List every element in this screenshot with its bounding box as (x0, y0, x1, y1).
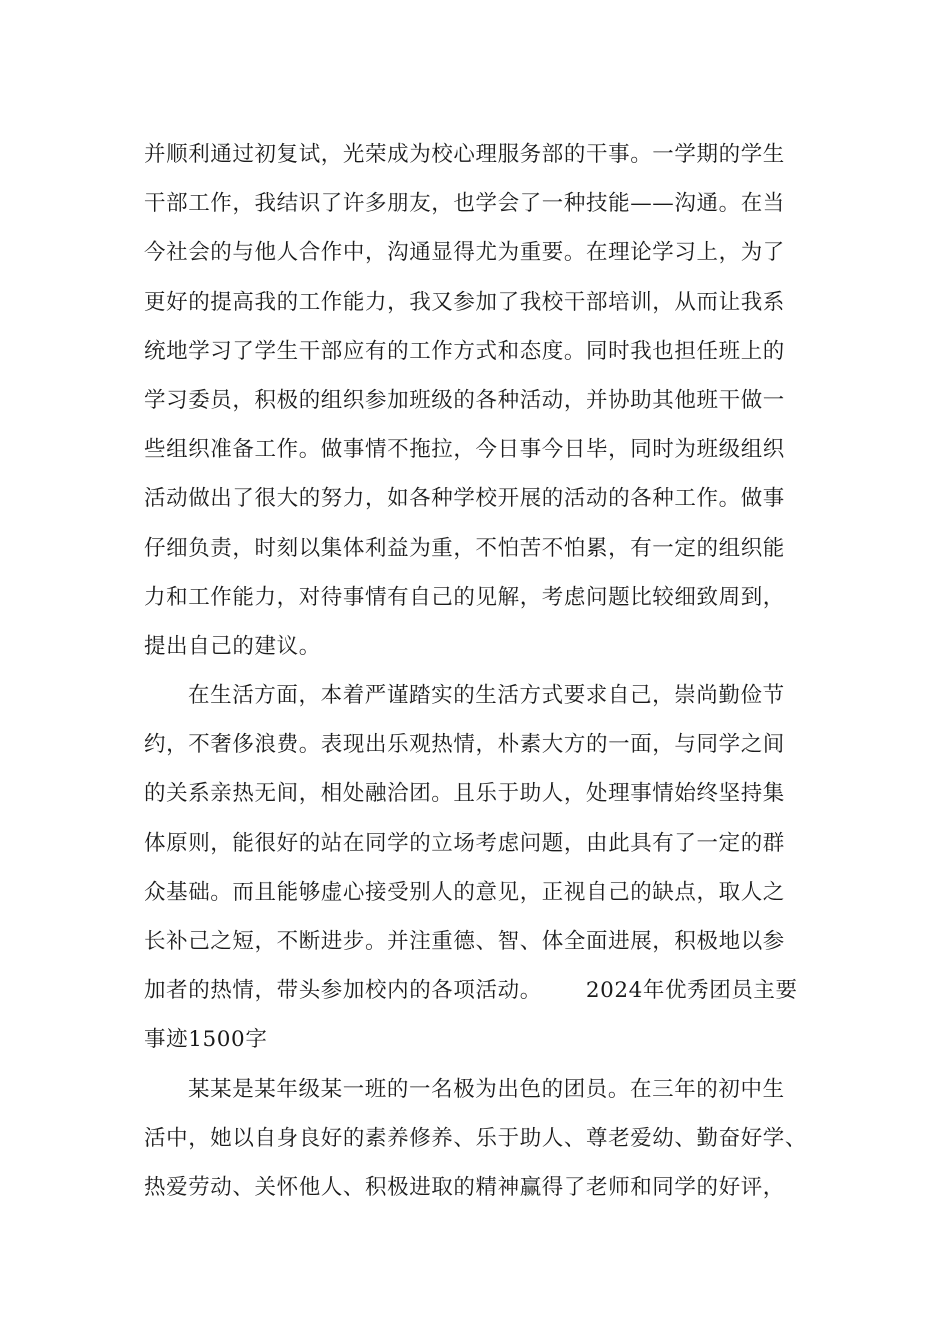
text-line: 热爱劳动、关怀他人、积极进取的精神赢得了老师和同学的好评， (144, 1174, 785, 1200)
text-line: 活中，她以自身良好的素养修养、乐于助人、尊老爱幼、勤奋好学、 (144, 1125, 808, 1151)
text-segment: 加者的热情，带头参加校内的各项活动。 (144, 978, 542, 1004)
text-line: 仔细负责，时刻以集体利益为重，不怕苦不怕累，有一定的组织能 (144, 535, 785, 561)
text-line: 干部工作，我结识了许多朋友，也学会了一种技能——沟通。在当 (144, 191, 785, 217)
paragraph-start-line: 某某是某年级某一班的一名极为出色的团员。在三年的初中生 (188, 1076, 785, 1102)
text-line: 的关系亲热无间，相处融洽团。且乐于助人，处理事情始终坚持集 (144, 781, 785, 807)
text-line: 力和工作能力，对待事情有自己的见解，考虑问题比较细致周到， (144, 584, 785, 610)
paragraph-start-line: 在生活方面，本着严谨踏实的生活方式要求自己，崇尚勤俭节 (188, 683, 785, 709)
text-line: 活动做出了很大的努力，如各种学校开展的活动的各种工作。做事 (144, 486, 785, 512)
text-line: 并顺利通过初复试，光荣成为校心理服务部的干事。一学期的学生 (144, 142, 785, 167)
document-body (144, 130, 824, 1212)
text-line: 更好的提高我的工作能力，我又参加了我校干部培训，从而让我系 (144, 289, 785, 315)
text-line: 提出自己的建议。 (144, 633, 321, 659)
section-heading-inline: 2024年优秀团员主要 (585, 978, 798, 1004)
text-line: 体原则，能很好的站在同学的立场考虑问题，由此具有了一定的群 (144, 830, 785, 856)
text-line: 些组织准备工作。做事情不拖拉，今日事今日毕，同时为班级组织 (144, 437, 785, 463)
text-line: 学习委员，积极的组织参加班级的各种活动，并协助其他班干做一 (144, 387, 785, 413)
section-heading-tail: 事迹1500字 (144, 1027, 268, 1053)
text-line: 约，不奢侈浪费。表现出乐观热情，朴素大方的一面，与同学之间 (144, 732, 785, 758)
text-line-with-heading (144, 966, 824, 1015)
text-line: 统地学习了学生干部应有的工作方式和态度。同时我也担任班上的 (144, 338, 785, 364)
text-line: 众基础。而且能够虚心接受别人的意见，正视自己的缺点，取人之 (144, 879, 785, 905)
text-line: 今社会的与他人合作中，沟通显得尤为重要。在理论学习上，为了 (144, 240, 785, 266)
text-line: 长补己之短，不断进步。并注重德、智、体全面进展，积极地以参 (144, 929, 785, 954)
